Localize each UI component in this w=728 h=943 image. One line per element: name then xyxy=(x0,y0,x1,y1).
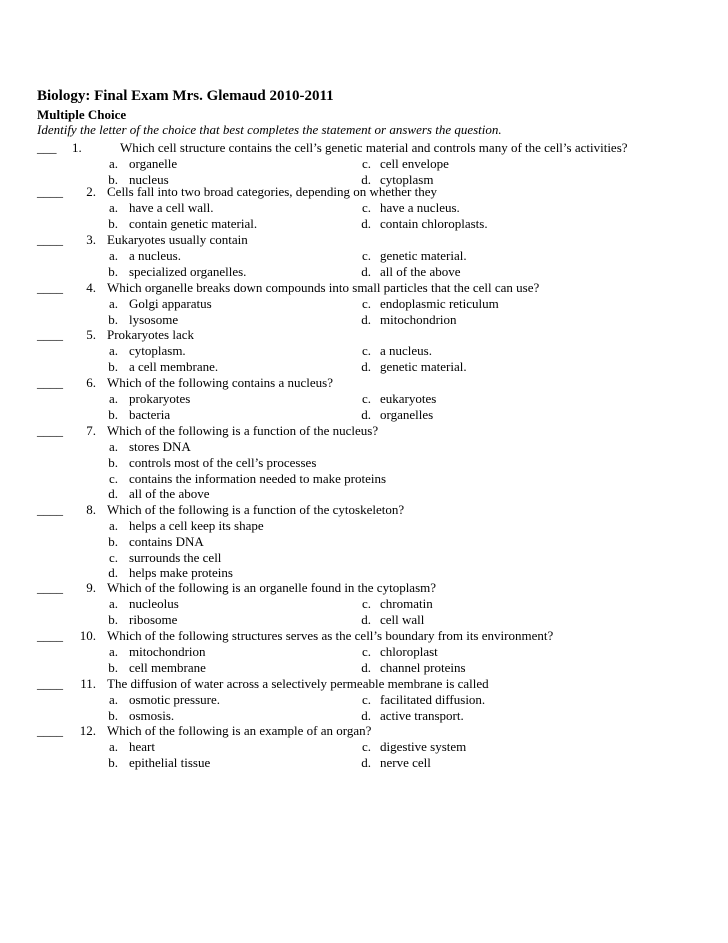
option-text: helps a cell keep its shape xyxy=(129,518,264,533)
option-text: contains DNA xyxy=(129,533,204,549)
option-letter: d. xyxy=(361,171,371,187)
option-text: chromatin xyxy=(380,596,433,611)
option-text: cell envelope xyxy=(380,156,449,171)
question-text: Which of the following is an example of an organ? xyxy=(107,723,372,738)
option-letter: b. xyxy=(108,358,118,374)
answer-blank: ____ xyxy=(37,676,63,691)
option-letter: c. xyxy=(361,692,371,707)
option-text: active transport. xyxy=(380,707,464,723)
option-text: genetic material. xyxy=(380,248,467,263)
option-text: lysosome xyxy=(129,311,179,327)
question-text: The diffusion of water across a selectively permeable membrane is called xyxy=(107,676,489,691)
option-text: organelles xyxy=(380,406,434,422)
option-text: cell wall xyxy=(380,611,425,627)
option-text: heart xyxy=(129,739,155,754)
question-text: Which of the following contains a nucleus? xyxy=(107,375,333,390)
option-letter: d. xyxy=(361,611,371,627)
option-text: have a nucleus. xyxy=(380,200,460,215)
answer-blank: ____ xyxy=(37,375,63,390)
option-letter: b. xyxy=(108,215,118,231)
option-text: ribosome xyxy=(129,611,178,627)
option-text: a nucleus. xyxy=(380,343,432,358)
option-letter: d. xyxy=(361,263,371,279)
option-letter: b. xyxy=(108,659,118,675)
question-number: 2. xyxy=(86,184,96,199)
option-letter: a. xyxy=(108,296,118,311)
question-number: 10. xyxy=(79,628,96,643)
option-letter: b. xyxy=(108,533,118,549)
option-letter: c. xyxy=(361,644,371,659)
option-text: surrounds the cell xyxy=(129,549,222,565)
option-text: a nucleus. xyxy=(129,248,181,263)
option-letter: c. xyxy=(361,739,371,754)
option-letter: b. xyxy=(108,707,118,723)
option-letter: d. xyxy=(108,486,118,502)
option-letter: a. xyxy=(108,644,118,659)
option-text: nucleolus xyxy=(129,596,179,611)
option-text: controls most of the cell’s processes xyxy=(129,454,317,470)
question-text: Which cell structure contains the cell’s genetic material and controls many of the cell’s activities? xyxy=(120,140,628,155)
option-letter: c. xyxy=(361,248,371,263)
option-text: prokaryotes xyxy=(129,391,191,406)
option-letter: b. xyxy=(108,754,118,770)
answer-blank: ___ xyxy=(37,140,57,155)
option-letter: c. xyxy=(361,343,371,358)
option-letter: a. xyxy=(108,518,118,533)
section-heading: Multiple Choice xyxy=(37,107,127,122)
option-text: osmosis. xyxy=(129,707,175,723)
option-text: eukaryotes xyxy=(380,391,437,406)
option-text: digestive system xyxy=(380,739,467,754)
option-text: organelle xyxy=(129,156,178,171)
option-letter: a. xyxy=(108,439,118,454)
option-text: stores DNA xyxy=(129,439,191,454)
answer-blank: ____ xyxy=(37,723,63,738)
question-number: 3. xyxy=(86,232,96,247)
question-text: Prokaryotes lack xyxy=(107,327,195,342)
option-letter: d. xyxy=(361,215,371,231)
answer-blank: ____ xyxy=(37,232,63,247)
answer-blank: ____ xyxy=(37,502,63,517)
option-letter: c. xyxy=(108,470,118,486)
answer-blank: ____ xyxy=(37,423,63,438)
question-text: Cells fall into two broad categories, depending on whether they xyxy=(107,184,437,199)
option-text: cytoplasm. xyxy=(129,343,186,358)
option-text: chloroplast xyxy=(380,644,438,659)
option-letter: d. xyxy=(361,406,371,422)
option-text: a cell membrane. xyxy=(129,358,219,374)
option-text: all of the above xyxy=(129,486,210,502)
option-text: facilitated diffusion. xyxy=(380,692,486,707)
exam-title: Biology: Final Exam Mrs. Glemaud 2010-2011 xyxy=(37,88,334,104)
option-letter: b. xyxy=(108,171,118,187)
option-letter: b. xyxy=(108,406,118,422)
option-letter: d. xyxy=(361,707,371,723)
answer-blank: ____ xyxy=(37,580,63,595)
option-text: specialized organelles. xyxy=(129,263,247,279)
question-text: Which of the following is an organelle found in the cytoplasm? xyxy=(107,580,437,595)
option-text: have a cell wall. xyxy=(129,200,214,215)
question-number: 1. xyxy=(72,140,82,155)
option-text: osmotic pressure. xyxy=(129,692,220,707)
answer-blank: ____ xyxy=(37,327,63,342)
option-text: nerve cell xyxy=(380,754,431,770)
question-text: Which of the following is a function of the nucleus? xyxy=(107,423,379,438)
option-letter: c. xyxy=(361,156,371,171)
option-text: helps make proteins xyxy=(129,565,233,581)
question-number: 4. xyxy=(86,280,96,295)
option-letter: d. xyxy=(361,659,371,675)
option-text: epithelial tissue xyxy=(129,754,211,770)
option-letter: c. xyxy=(108,549,118,565)
option-letter: d. xyxy=(108,565,118,581)
option-letter: a. xyxy=(108,248,118,263)
option-text: cell membrane xyxy=(129,659,206,675)
instructions: Identify the letter of the choice that best completes the statement or answers the question. xyxy=(37,122,502,137)
option-letter: c. xyxy=(361,296,371,311)
option-letter: a. xyxy=(108,692,118,707)
option-letter: a. xyxy=(108,200,118,215)
option-text: mitochondrion xyxy=(380,311,457,327)
question-text: Which of the following structures serves as the cell’s boundary from its environment? xyxy=(107,628,554,643)
question-number: 5. xyxy=(86,327,96,342)
option-letter: c. xyxy=(361,391,371,406)
answer-blank: ____ xyxy=(37,628,63,643)
option-letter: c. xyxy=(361,596,371,611)
option-text: contain chloroplasts. xyxy=(380,215,488,231)
option-letter: b. xyxy=(108,611,118,627)
question-number: 6. xyxy=(86,375,96,390)
option-letter: a. xyxy=(108,596,118,611)
option-letter: c. xyxy=(361,200,371,215)
question-number: 12. xyxy=(79,723,96,738)
option-text: channel proteins xyxy=(380,659,466,675)
option-text: genetic material. xyxy=(380,358,467,374)
question-number: 9. xyxy=(86,580,96,595)
option-text: all of the above xyxy=(380,263,461,279)
question-number: 7. xyxy=(86,423,96,438)
option-letter: a. xyxy=(108,156,118,171)
option-text: nucleus xyxy=(129,171,169,187)
option-text: bacteria xyxy=(129,406,171,422)
option-text: endoplasmic reticulum xyxy=(380,296,499,311)
question-text: Eukaryotes usually contain xyxy=(107,232,248,247)
option-text: cytoplasm xyxy=(380,171,434,187)
option-letter: b. xyxy=(108,311,118,327)
question-text: Which organelle breaks down compounds into small particles that the cell can use? xyxy=(107,280,540,295)
option-text: mitochondrion xyxy=(129,644,206,659)
option-letter: a. xyxy=(108,391,118,406)
option-letter: a. xyxy=(108,343,118,358)
option-letter: d. xyxy=(361,754,371,770)
option-letter: a. xyxy=(108,739,118,754)
option-letter: d. xyxy=(361,311,371,327)
option-letter: b. xyxy=(108,454,118,470)
option-text: Golgi apparatus xyxy=(129,296,212,311)
option-text: contain genetic material. xyxy=(129,215,258,231)
question-number: 8. xyxy=(86,502,96,517)
answer-blank: ____ xyxy=(37,184,63,199)
question-number: 11. xyxy=(80,676,96,691)
answer-blank: ____ xyxy=(37,280,63,295)
option-text: contains the information needed to make proteins xyxy=(129,470,387,486)
option-letter: b. xyxy=(108,263,118,279)
question-text: Which of the following is a function of the cytoskeleton? xyxy=(107,502,405,517)
option-letter: d. xyxy=(361,358,371,374)
